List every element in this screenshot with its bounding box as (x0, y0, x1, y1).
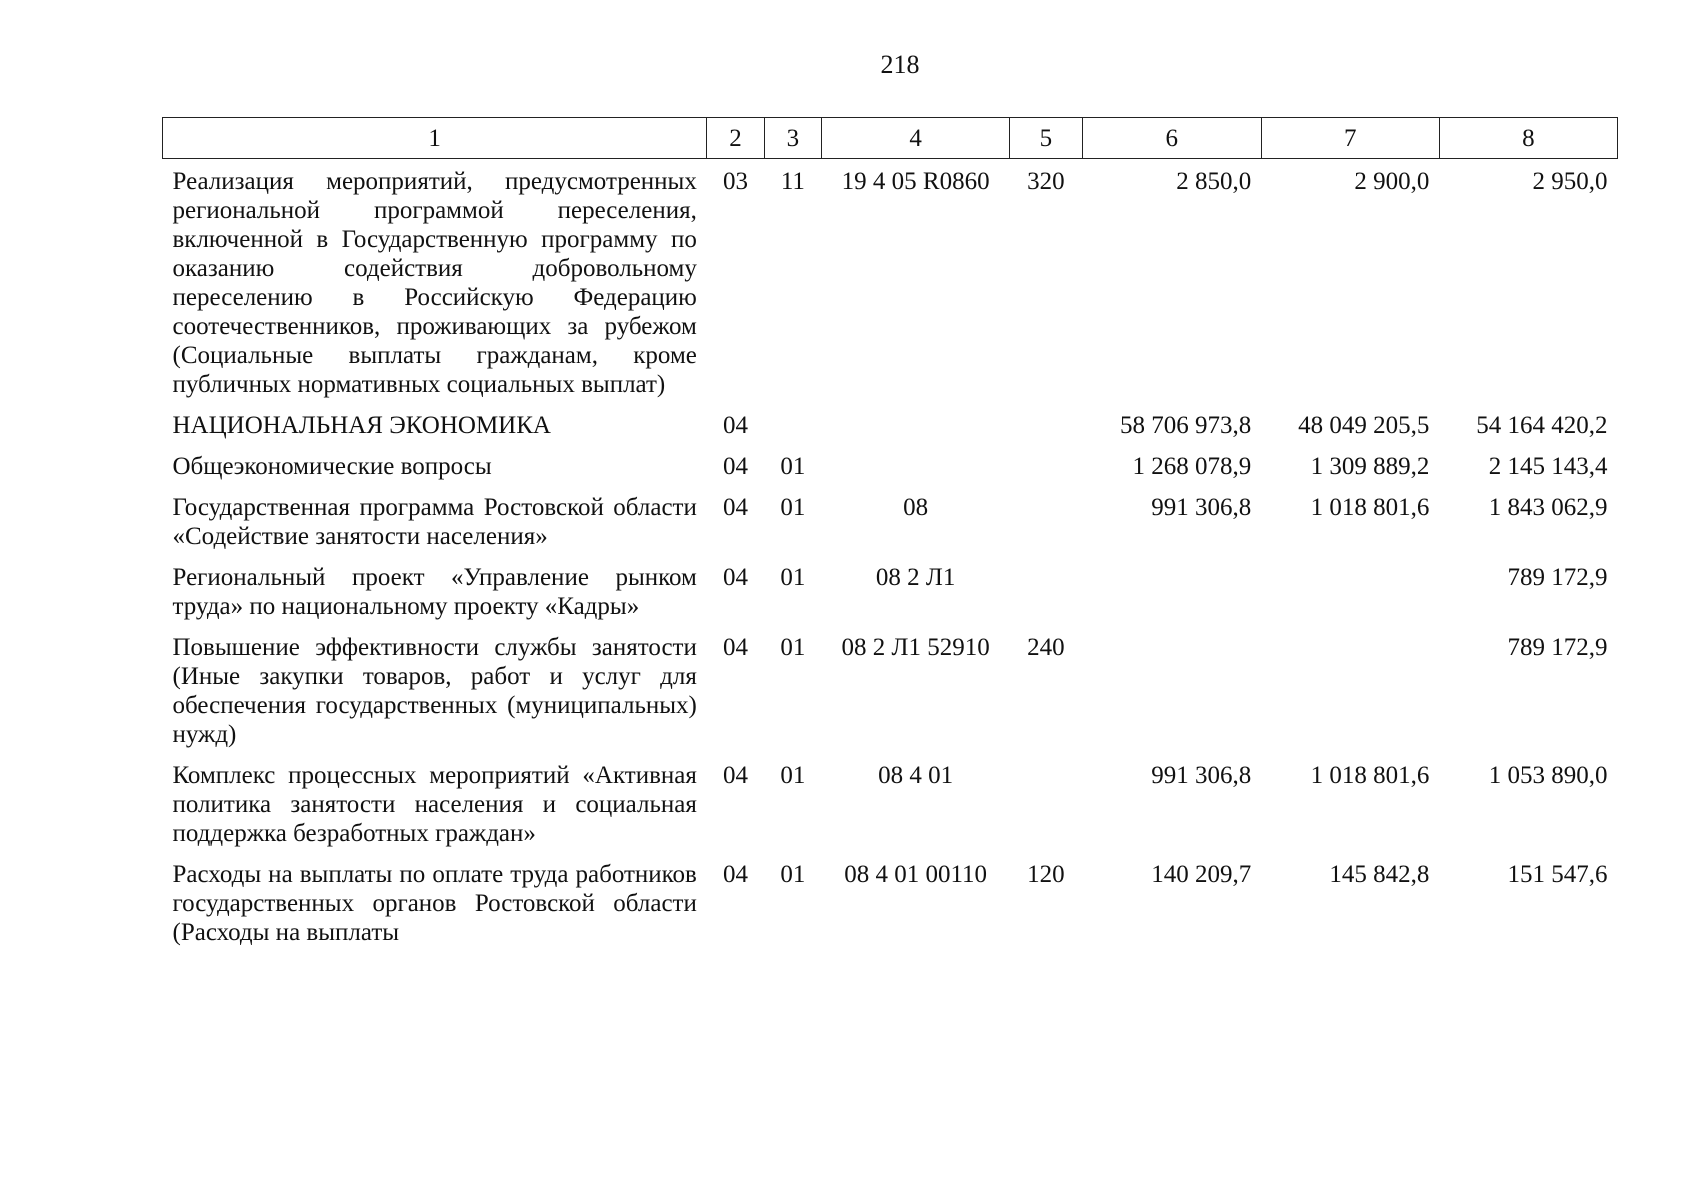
table-row (163, 407, 1618, 448)
amount-col-6 (1082, 559, 1261, 629)
section-code: 04 (723, 412, 749, 439)
column-header-6: 6 (1082, 118, 1261, 159)
amount-col-7 (1261, 629, 1439, 757)
row-name: Региональный проект «Управление рынком труда» по национальному проекту «Кадры» (172, 564, 697, 620)
section-code: 04 (723, 861, 749, 888)
amount-col-6: 991 306,8 (1151, 494, 1252, 521)
subsection-code (764, 407, 821, 448)
row-name: Общеэкономические вопросы (172, 453, 492, 480)
amount-col-6: 2 850,0 (1176, 168, 1252, 195)
target-article-code: 08 2 Л1 52910 (841, 634, 990, 661)
amount-col-8: 789 172,9 (1507, 634, 1608, 661)
amount-col-6: 140 209,7 (1151, 861, 1252, 888)
amount-col-7: 1 018 801,6 (1310, 494, 1430, 521)
target-article-code (822, 407, 1010, 448)
expense-type-code: 320 (1027, 168, 1065, 195)
amount-col-8: 54 164 420,2 (1476, 412, 1608, 439)
target-article-code: 08 2 Л1 (875, 564, 956, 591)
table-body (163, 159, 1618, 956)
subsection-code: 11 (780, 168, 805, 195)
target-article-code: 08 4 01 00110 (844, 861, 988, 888)
section-code: 04 (723, 634, 749, 661)
amount-col-6: 991 306,8 (1151, 762, 1252, 789)
column-header-1: 1 (163, 118, 707, 159)
subsection-code: 01 (780, 762, 806, 789)
subsection-code: 01 (780, 564, 806, 591)
amount-col-8: 1 843 062,9 (1488, 494, 1608, 521)
table-row (163, 559, 1618, 629)
section-code: 03 (723, 168, 749, 195)
target-article-code: 19 4 05 R0860 (841, 168, 990, 195)
amount-col-6 (1082, 629, 1261, 757)
amount-col-8: 1 053 890,0 (1488, 762, 1608, 789)
table-row (163, 629, 1618, 757)
amount-col-8: 2 145 143,4 (1488, 453, 1608, 480)
expense-type-code (1010, 448, 1082, 489)
target-article-code: 08 4 01 (878, 762, 954, 789)
row-name: Реализация мероприятий, предусмотренных региональной программой переселения, включенной в Государственную программу по оказанию содействия добровольному переселению в Российскую Федерацию соотечественников, проживающих за рубежом (Социальные выплаты гражданам, кроме публичных нормативных социальных выплат) (172, 168, 697, 398)
subsection-code: 01 (780, 453, 806, 480)
column-header-4: 4 (822, 118, 1010, 159)
row-name: Государственная программа Ростовской области «Содействие занятости населения» (172, 494, 697, 550)
section-code: 04 (723, 453, 749, 480)
amount-col-7: 2 900,0 (1354, 168, 1430, 195)
expense-type-code (1010, 489, 1082, 559)
table-row (163, 489, 1618, 559)
amount-col-7: 48 049 205,5 (1298, 412, 1430, 439)
table-row (163, 856, 1618, 955)
table-row (163, 159, 1618, 408)
section-code: 04 (723, 762, 749, 789)
expense-type-code: 240 (1027, 634, 1065, 661)
amount-col-8: 789 172,9 (1507, 564, 1608, 591)
subsection-code: 01 (780, 494, 806, 521)
row-name: НАЦИОНАЛЬНАЯ ЭКОНОМИКА (172, 412, 551, 439)
amount-col-8: 151 547,6 (1507, 861, 1608, 888)
row-name: Расходы на выплаты по оплате труда работников государственных органов Ростовской области (Расходы на выплаты (172, 861, 697, 946)
amount-col-6: 58 706 973,8 (1119, 412, 1252, 439)
column-header-7: 7 (1261, 118, 1439, 159)
expense-type-code (1010, 757, 1082, 856)
section-code: 04 (723, 494, 749, 521)
amount-col-7: 145 842,8 (1329, 861, 1430, 888)
table-row (163, 757, 1618, 856)
row-name: Повышение эффективности службы занятости (Иные закупки товаров, работ и услуг для обеспечения государственных (муниципальных) нужд) (172, 634, 697, 748)
target-article-code: 08 (903, 494, 929, 521)
amount-col-7 (1261, 559, 1439, 629)
budget-table (162, 117, 1618, 955)
column-header-8: 8 (1439, 118, 1617, 159)
page-number: 218 (880, 50, 920, 79)
column-header-2: 2 (707, 118, 764, 159)
column-header-5: 5 (1010, 118, 1082, 159)
row-name: Комплекс процессных мероприятий «Активная политика занятости населения и социальная поддержка безработных граждан» (172, 762, 697, 847)
amount-col-7: 1 018 801,6 (1310, 762, 1430, 789)
target-article-code (822, 448, 1010, 489)
amount-col-8: 2 950,0 (1532, 168, 1608, 195)
amount-col-6: 1 268 078,9 (1132, 453, 1252, 480)
expense-type-code (1010, 559, 1082, 629)
section-code: 04 (723, 564, 749, 591)
expense-type-code (1010, 407, 1082, 448)
subsection-code: 01 (780, 634, 806, 661)
expense-type-code: 120 (1027, 861, 1065, 888)
subsection-code: 01 (780, 861, 806, 888)
table-row (163, 448, 1618, 489)
amount-col-7: 1 309 889,2 (1310, 453, 1430, 480)
column-header-3: 3 (764, 118, 821, 159)
column-number-header-row (163, 118, 1618, 159)
